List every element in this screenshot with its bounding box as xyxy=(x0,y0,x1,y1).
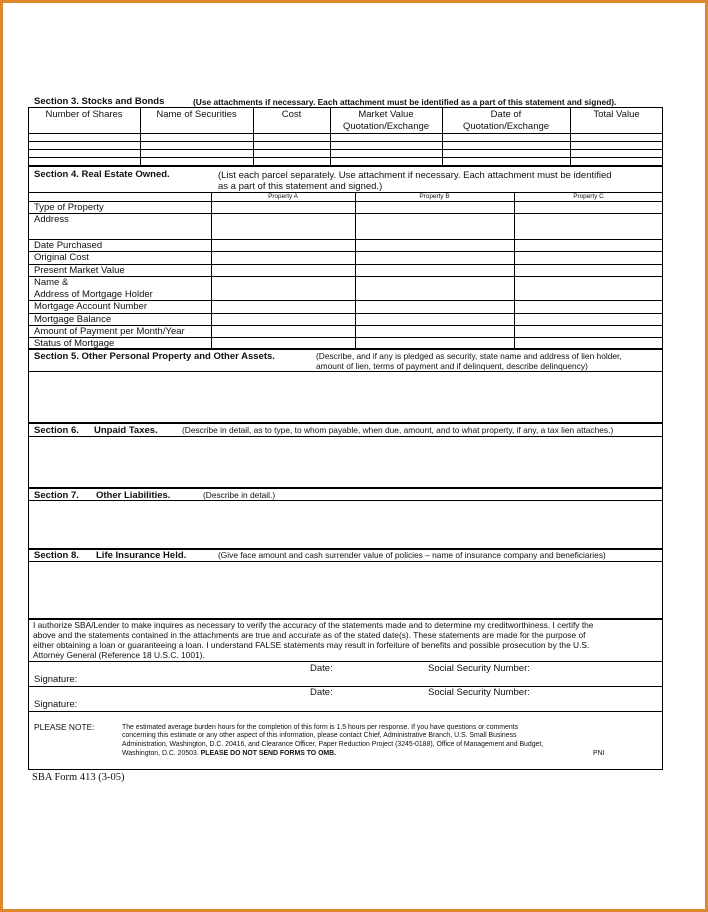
please-note-line1: The estimated average burden hours for the completion of this form is 1.5 hours per response. If you have questions or comments xyxy=(122,724,519,731)
row-label-original-cost: Original Cost xyxy=(34,252,89,263)
row-line xyxy=(28,711,663,712)
col-header-name-of-securities: Name of Securities xyxy=(156,109,237,120)
row-line xyxy=(28,313,663,314)
stock-cell-input[interactable] xyxy=(29,158,139,165)
section7-textarea[interactable] xyxy=(29,501,662,548)
section6-title: Unpaid Taxes. xyxy=(94,425,158,436)
section4-note-line2: as a part of this statement and signed.) xyxy=(218,181,383,192)
section6-note: (Describe in detail, as to type, to whom payable, when due, amount, and to what property, if any, a tax lien attaches.) xyxy=(182,425,614,435)
authorization-line1: I authorize SBA/Lender to make inquires as necessary to verify the accuracy of the statements made and to determine my creditworthiness. I certify the xyxy=(33,620,594,630)
ssn-field-2[interactable] xyxy=(545,687,655,699)
form-id: SBA Form 413 (3-05) xyxy=(32,772,125,783)
col-header-total-value: Total Value xyxy=(593,109,640,120)
row-line xyxy=(28,251,663,252)
col-header-market-value: Market Value Quotation/Exchange xyxy=(342,109,430,132)
stock-cell-input[interactable] xyxy=(29,142,139,149)
section8-title: Life Insurance Held. xyxy=(96,550,187,561)
section5-title: Section 5. Other Personal Property and Other Assets. xyxy=(34,351,275,362)
section4-title: Section 4. Real Estate Owned. xyxy=(34,169,170,180)
row-line xyxy=(28,239,663,240)
ssn-field[interactable] xyxy=(545,662,655,674)
col-header-date-of-quotation: Date of Quotation/Exchange xyxy=(462,109,550,132)
please-note-label: PLEASE NOTE: xyxy=(34,722,95,732)
stock-cell-input[interactable] xyxy=(29,134,139,141)
section8-title-num: Section 8. xyxy=(34,550,79,561)
ssn-label-2: Social Security Number: xyxy=(428,687,530,698)
row-label-mortgage-account-number: Mortgage Account Number xyxy=(34,301,148,312)
row-label-mortgage-holder-address: Address of Mortgage Holder xyxy=(34,289,153,300)
section8-note: (Give face amount and cash surrender value of policies – name of insurance company and beneficiaries) xyxy=(218,550,606,560)
row-line xyxy=(28,201,663,202)
col-header-cost: Cost xyxy=(281,109,302,120)
authorization-line4: Attorney General (Reference 18 U.S.C. 1001). xyxy=(33,650,205,660)
signature-label: Signature: xyxy=(34,674,78,685)
row-label-status-of-mortgage: Status of Mortgage xyxy=(34,338,115,349)
section6-title-num: Section 6. xyxy=(34,425,79,436)
property-b-header: Property B xyxy=(419,193,450,200)
section4-note-line1: (List each parcel separately. Use attachment if necessary. Each attachment must be identified xyxy=(218,170,612,181)
section3-title: Section 3. Stocks and Bonds xyxy=(34,96,165,107)
property-a-header: Property A xyxy=(268,193,298,200)
row-label-present-market-value: Present Market Value xyxy=(34,265,125,276)
stock-cell-input[interactable] xyxy=(29,150,139,157)
property-c-header: Property C xyxy=(573,193,604,200)
authorization-line2: above and the statements contained in the attachments are true and accurate as of the stated date(s). These statements are made for the purpose of xyxy=(33,630,586,640)
ssn-label: Social Security Number: xyxy=(428,663,530,674)
please-note-line2: concerning this estimate or any other aspect of this information, please contact Chief, Administrative Branch, U.S. Small Business xyxy=(122,732,517,739)
row-label-payment-per-month: Amount of Payment per Month/Year xyxy=(34,326,185,337)
date-field[interactable] xyxy=(340,662,420,674)
row-label-mortgage-balance: Mortgage Balance xyxy=(34,314,112,325)
signature-field[interactable] xyxy=(90,672,290,684)
authorization-line3: either obtaining a loan or guaranteeing a loan. I understand FALSE statements may result in forfeiture of benefits and possible prosecution by the U.S. xyxy=(33,640,590,650)
section6-textarea[interactable] xyxy=(29,437,662,487)
row-label-type-of-property: Type of Property xyxy=(34,202,104,213)
row-label-address: Address xyxy=(34,214,69,225)
section7-note: (Describe in detail.) xyxy=(203,490,276,500)
date-label-2: Date: xyxy=(310,687,333,698)
col-header-number-of-shares: Number of Shares xyxy=(45,109,123,120)
section5-note-line2: amount of lien, terms of payment and if delinquent, describe delinquency) xyxy=(316,361,588,371)
signature-label-2: Signature: xyxy=(34,699,78,710)
section5-note-line1: (Describe, and if any is pledged as security, state name and address of lien holder, xyxy=(316,351,622,361)
row-line xyxy=(28,213,663,214)
section7-title: Other Liabilities. xyxy=(96,490,171,501)
section5-textarea[interactable] xyxy=(29,372,662,422)
section7-title-num: Section 7. xyxy=(34,490,79,501)
row-label-name: Name & xyxy=(34,277,69,288)
date-label: Date: xyxy=(310,663,333,674)
pni-label: PNI xyxy=(593,750,605,757)
date-field-2[interactable] xyxy=(340,687,420,699)
section8-textarea[interactable] xyxy=(29,562,662,618)
please-note-line4: Washington, D.C. 20503. PLEASE DO NOT SEND FORMS TO OMB. xyxy=(122,750,337,757)
signature-field-2[interactable] xyxy=(90,697,290,709)
please-note-line3: Administration, Washington, D.C. 20416, and Clearance Officer, Paper Reduction Project (3245-0188), Office of Management and Budget, xyxy=(122,741,544,748)
row-label-date-purchased: Date Purchased xyxy=(34,240,103,251)
section3-note: (Use attachments if necessary. Each attachment must be identified as a part of this statement and signed). xyxy=(193,97,617,107)
